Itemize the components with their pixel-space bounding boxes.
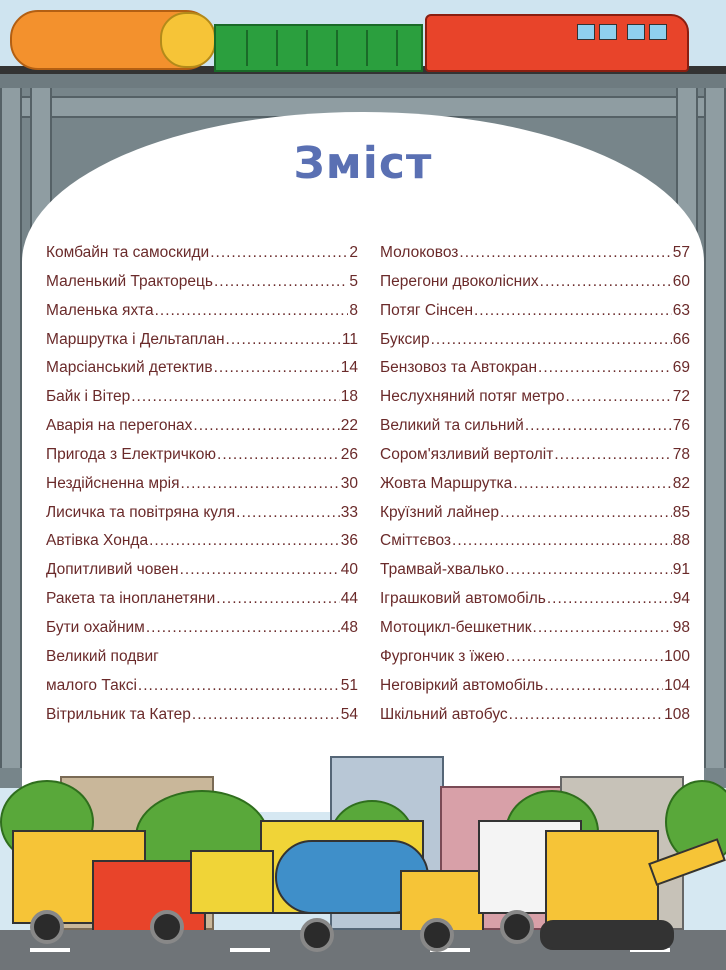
leader-dots bbox=[533, 619, 672, 637]
contents-entry[interactable] bbox=[380, 504, 690, 533]
contents-entry-page: 104 bbox=[664, 676, 690, 694]
leader-dots bbox=[540, 273, 672, 291]
contents-entry-title: Фургончик з їжею bbox=[380, 647, 505, 665]
leader-dots bbox=[505, 561, 672, 579]
leader-dots bbox=[226, 331, 341, 349]
contents-entry-page: 11 bbox=[341, 330, 358, 348]
contents-entry-title: Вітрильник та Катер bbox=[46, 705, 191, 723]
excavator-track bbox=[540, 920, 674, 950]
leader-dots bbox=[554, 446, 671, 464]
contents-entry-page: 100 bbox=[664, 647, 690, 665]
contents-entry[interactable] bbox=[380, 475, 690, 504]
contents-entry-page: 69 bbox=[672, 359, 690, 377]
contents-entry-page: 60 bbox=[672, 272, 690, 290]
leader-dots bbox=[192, 706, 340, 724]
contents-entry-page: 22 bbox=[340, 417, 358, 435]
yellow-truck-cab bbox=[190, 850, 274, 914]
contents-entry[interactable] bbox=[380, 331, 690, 360]
contents-entry-page: 72 bbox=[672, 388, 690, 406]
wheel bbox=[300, 918, 334, 952]
leader-dots bbox=[452, 532, 672, 550]
leader-dots bbox=[547, 590, 672, 608]
contents-entry-title: Маршрутка і Дельтаплан bbox=[46, 330, 225, 348]
leader-dots bbox=[565, 388, 671, 406]
contents-entry[interactable] bbox=[380, 446, 690, 475]
contents-entry[interactable] bbox=[380, 417, 690, 446]
contents-list-right bbox=[380, 244, 690, 734]
contents-entry[interactable] bbox=[380, 648, 690, 677]
locomotive-illustration bbox=[425, 14, 689, 72]
leader-dots bbox=[217, 446, 340, 464]
contents-entry-page: 14 bbox=[340, 359, 358, 377]
contents-entry-title: малого Таксі bbox=[46, 676, 137, 694]
contents-entry[interactable] bbox=[46, 504, 358, 533]
contents-entry-page: 51 bbox=[340, 676, 358, 694]
contents-entry-page: 66 bbox=[672, 330, 690, 348]
contents-list-left bbox=[46, 244, 358, 734]
leader-dots bbox=[214, 273, 348, 291]
contents-entry[interactable] bbox=[380, 590, 690, 619]
contents-entry-title: Неслухняний потяг метро bbox=[380, 388, 565, 406]
contents-entry-page: 36 bbox=[340, 532, 358, 550]
contents-entry-page: 98 bbox=[672, 618, 690, 636]
contents-entry-title: Нездійсненна мрія bbox=[46, 474, 180, 492]
freight-wagon-illustration bbox=[214, 24, 423, 72]
contents-entry-title: Великий та сильний bbox=[380, 417, 524, 435]
contents-entry-page: 108 bbox=[664, 705, 690, 723]
contents-entry-title: Трамвай-хвалько bbox=[380, 561, 505, 579]
contents-entry[interactable] bbox=[46, 302, 358, 331]
contents-entry[interactable] bbox=[46, 532, 358, 561]
contents-entry[interactable] bbox=[380, 388, 690, 417]
wheel bbox=[30, 910, 64, 944]
page-title: Зміст bbox=[293, 138, 433, 189]
contents-entry-title: Неговіркий автомобіль bbox=[380, 676, 544, 694]
contents-entry-title: Великий подвиг bbox=[46, 647, 159, 665]
contents-entry[interactable] bbox=[380, 619, 690, 648]
leader-dots bbox=[538, 359, 672, 377]
contents-entry-page: 57 bbox=[672, 244, 690, 261]
contents-entry-title: Лисичка та повітряна куля bbox=[46, 503, 236, 521]
contents-entry-page: 82 bbox=[672, 474, 690, 492]
contents-entry[interactable] bbox=[46, 273, 358, 302]
contents-entry[interactable] bbox=[46, 446, 358, 475]
contents-entry[interactable] bbox=[380, 532, 690, 561]
contents-entry[interactable] bbox=[380, 561, 690, 590]
contents-entry-title: Потяг Сінсен bbox=[380, 301, 473, 319]
leader-dots bbox=[509, 706, 663, 724]
leader-dots bbox=[525, 417, 672, 435]
leader-dots bbox=[131, 388, 340, 406]
leader-dots bbox=[474, 302, 672, 320]
contents-entry-title: Маленька яхта bbox=[46, 301, 154, 319]
contents-entry[interactable] bbox=[46, 417, 358, 446]
contents-entry-title: Круїзний лайнер bbox=[380, 503, 499, 521]
leader-dots bbox=[216, 590, 339, 608]
contents-entry-title: Марсіанський детектив bbox=[46, 359, 213, 377]
contents-entry[interactable] bbox=[380, 273, 690, 302]
contents-entry-page: 5 bbox=[349, 272, 358, 290]
contents-entry[interactable] bbox=[46, 619, 358, 648]
contents-entry[interactable] bbox=[380, 302, 690, 331]
tank-wagon-cap bbox=[160, 12, 216, 68]
contents-entry[interactable] bbox=[46, 706, 358, 735]
leader-dots bbox=[459, 244, 671, 262]
contents-entry-page: 85 bbox=[672, 503, 690, 521]
leader-dots bbox=[431, 331, 672, 349]
contents-entry[interactable] bbox=[46, 331, 358, 360]
contents-entry-title: Сміттєвоз bbox=[380, 532, 452, 550]
contents-entry-page: 78 bbox=[672, 445, 690, 463]
contents-entry-title: Ракета та інопланетяни bbox=[46, 590, 216, 608]
dump-truck-cab bbox=[92, 860, 206, 934]
contents-entry[interactable] bbox=[46, 244, 358, 273]
contents-entry[interactable] bbox=[380, 706, 690, 735]
contents-entry-page: 2 bbox=[349, 244, 358, 261]
leader-dots bbox=[149, 532, 340, 550]
contents-entry-title: Автівка Хонда bbox=[46, 532, 149, 550]
contents-entry-title: Аварія на перегонах bbox=[46, 417, 193, 435]
contents-entry-title: Перегони двоколісних bbox=[380, 272, 539, 290]
contents-entry-title: Шкільний автобус bbox=[380, 705, 508, 723]
contents-entry[interactable] bbox=[46, 590, 358, 619]
leader-dots bbox=[193, 417, 339, 435]
contents-entry-title: Молоковоз bbox=[380, 244, 459, 261]
contents-entry-page: 40 bbox=[340, 561, 358, 579]
wheel bbox=[150, 910, 184, 944]
contents-entry-title: Бензовоз та Автокран bbox=[380, 359, 538, 377]
contents-entry-title: Маленький Тракторець bbox=[46, 272, 213, 290]
contents-entry-title: Байк і Вітер bbox=[46, 388, 131, 406]
excavator-illustration bbox=[545, 830, 659, 934]
bridge-truss bbox=[704, 88, 726, 768]
wheel bbox=[420, 918, 454, 952]
contents-entry-page: 30 bbox=[340, 474, 358, 492]
contents-entry-title: Сором'язливий вертоліт bbox=[380, 445, 554, 463]
contents-entry[interactable] bbox=[46, 388, 358, 417]
contents-entry-page: 76 bbox=[672, 417, 690, 435]
contents-entry[interactable] bbox=[46, 561, 358, 590]
contents-entry[interactable] bbox=[46, 648, 358, 677]
leader-dots bbox=[138, 677, 340, 695]
leader-dots bbox=[155, 302, 349, 320]
contents-entry-title: Бути охайним bbox=[46, 618, 145, 636]
wheel bbox=[500, 910, 534, 944]
contents-entry[interactable] bbox=[380, 677, 690, 706]
contents-entry[interactable] bbox=[46, 359, 358, 388]
leader-dots bbox=[236, 504, 340, 522]
leader-dots bbox=[210, 244, 348, 262]
contents-entry[interactable] bbox=[380, 244, 690, 273]
contents-entry-page: 91 bbox=[672, 561, 690, 579]
leader-dots bbox=[544, 677, 663, 695]
contents-entry-title: Пригода з Електричкою bbox=[46, 445, 217, 463]
leader-dots bbox=[513, 475, 671, 493]
leader-dots bbox=[214, 359, 340, 377]
contents-entry-page: 48 bbox=[340, 618, 358, 636]
contents-entry-title: Комбайн та самоскиди bbox=[46, 244, 210, 261]
contents-entry-page: 63 bbox=[672, 301, 690, 319]
contents-entry-page: 26 bbox=[340, 445, 358, 463]
contents-entry-page: 94 bbox=[672, 590, 690, 608]
rail-deck bbox=[0, 74, 726, 88]
contents-entry-page: 33 bbox=[340, 503, 358, 521]
contents-entry[interactable] bbox=[380, 359, 690, 388]
leader-dots bbox=[500, 504, 672, 522]
contents-entry-page: 88 bbox=[672, 532, 690, 550]
contents-entry[interactable] bbox=[46, 475, 358, 504]
bridge-truss bbox=[0, 88, 22, 768]
contents-entry-title: Буксир bbox=[380, 330, 430, 348]
contents-entry[interactable] bbox=[46, 677, 358, 706]
contents-entry-title: Жовта Маршрутка bbox=[380, 474, 513, 492]
leader-dots bbox=[180, 475, 339, 493]
contents-entry-page: 54 bbox=[340, 705, 358, 723]
contents-entry-page: 8 bbox=[349, 301, 358, 319]
leader-dots bbox=[506, 648, 663, 666]
contents-entry-page: 44 bbox=[340, 590, 358, 608]
city-illustration bbox=[0, 760, 726, 970]
leader-dots bbox=[180, 561, 340, 579]
contents-entry-title: Мотоцикл-бешкетник bbox=[380, 618, 532, 636]
contents-entry-title: Іграшковий автомобіль bbox=[380, 590, 546, 608]
contents-entry-page: 18 bbox=[340, 388, 358, 406]
contents-entry-title: Допитливий човен bbox=[46, 561, 179, 579]
leader-dots bbox=[146, 619, 340, 637]
